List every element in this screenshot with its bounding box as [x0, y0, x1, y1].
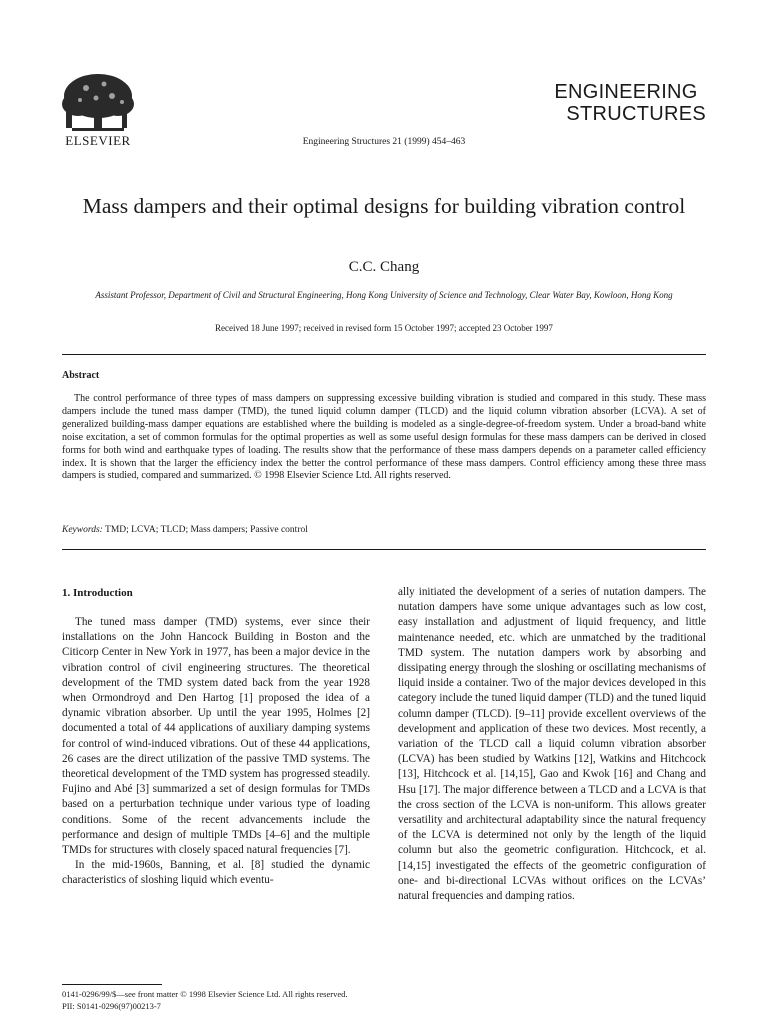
- footer: [62, 988, 347, 1012]
- article-title: Mass dampers and their optimal designs for building vibration control: [82, 194, 686, 218]
- paragraph: The tuned mass damper (TMD) systems, ever since their installations on the John Hancock Building in Boston and the Citicorp Center in New York in 1977, has been a major device in the vibration control of civil engineering structures. The theoretical development of the TMD system dated back from the year 1928 when Ormondroyd and Den Hartog [1] proposed the idea of a dynamic vibration absorber. Up until the year 1995, Holmes [2] documented a total of 44 applications of auxiliary damping systems for control of wind-induced vibrations. Out of these 44 applications, 26 cases are the direct utilization of the passive TMD systems. The theoretical development of the TMD system has progressed steadily. Fujino and Abé [3] summarized a set of design formulas for TMDs based on a perturbation technique under various type of loading conditions. Some of the recent advancements include the performance and design of multiple TMDs [4–6] and the multiple TMDs for structures with closely spaced natural frequencies [7].: [62, 616, 370, 857]
- pii-line: PII: S0141-0296(97)00213-7: [62, 1001, 161, 1011]
- keywords: [62, 525, 308, 535]
- received-dates: Received 18 June 1997; received in revised form 15 October 1997; accepted 23 October 1997: [215, 323, 553, 333]
- journal-reference: Engineering Structures 21 (1999) 454–463: [302, 137, 466, 147]
- section-heading: 1. Introduction: [62, 587, 133, 599]
- paragraph: In the mid-1960s, Banning, et al. [8] studied the dynamic characteristics of sloshing liquid which eventu-: [62, 859, 370, 887]
- copyright-line: 0141-0296/99/$—see front matter © 1998 Elsevier Science Ltd. All rights reserved.: [62, 989, 348, 999]
- divider: [62, 549, 706, 550]
- right-column: [398, 585, 706, 904]
- abstract-body: The control performance of three types of mass dampers on suppressing excessive building vibration is studied and compared in this study. These mass dampers include the tuned mass damper (TMD), the tuned liquid column damper (TLCD) and the liquid column vibration absorber (LCVA). A set of generalized building-mass damper equations are established where the building is modeled as a single-degree-of-freedom system. Under a broad-band white noise excitation, a set of common formulas for the optimal properties as well as some useful design formulas for these mass dampers can be derived in closed forms for both wind and earthquake types of loading. The results show that the performance of these mass dampers depends on a parameter called efficiency index. It is shown that the larger the efficiency index the better the control performance of these mass dampers. Control efficiency among these three mass dampers is studied, compared and summarized. © 1998 Elsevier Science Ltd. All rights reserved.: [62, 393, 706, 482]
- author-name: C.C. Chang: [348, 259, 420, 275]
- keywords-list: TMD; LCVA; TLCD; Mass dampers; Passive control: [105, 525, 308, 535]
- keywords-label: Keywords:: [62, 525, 103, 535]
- abstract-heading: Abstract: [62, 370, 100, 381]
- journal-logo-line1: ENGINEERING: [554, 81, 698, 103]
- publisher-name: ELSEVIER: [65, 133, 131, 148]
- paragraph: ally initiated the development of a series of nutation dampers. The nutation dampers have some unique advantages such as low cost, easy installation and adjustment of liquid frequency, and little maintenance needed, etc. which are unmatched by the traditional TMD system. The nutation dampers work by absorbing and dissipating energy through the sloshing or oscillating mechanisms of liquid inside a container. Two of the major devices developed in this category include the tuned liquid damper (TLD) and the tuned liquid column damper (TLCD). [9–11] provide excellent overviews of the development and application of these two devices. Most recently, a variation of the TLCD call a liquid column vibration absorber (LCVA) has been studied by Watkins [12], Watkins and Hitchcock [13], Hitchcock et al. [14,15], Gao and Kwok [16] and Chang and Hsu [17]. The major difference between a TLCD and a LCVA is that the cross section of the LCVA is non-uniform. This allows greater versatility and architectural adaptability since the natural frequency of the LCVA is determined not only by the length of the liquid column but also the geometric configuration. Hitchcock, et al. [14,15] investigated the effects of the geometric configuration of one- and bi-directional LCVAs without orifices on the LCVAs’ natural frequencies and damping ratios.: [398, 586, 706, 903]
- footnote-divider: [62, 984, 162, 985]
- left-column: [62, 615, 370, 889]
- author-affiliation: Assistant Professor, Department of Civil and Structural Engineering, Hong Kong University of Science and Technology, Clear Water Bay, Kowloon, Hong Kong: [95, 290, 673, 300]
- journal-logo: [554, 81, 706, 125]
- journal-logo-line2: STRUCTURES: [566, 103, 706, 125]
- divider: [62, 354, 706, 355]
